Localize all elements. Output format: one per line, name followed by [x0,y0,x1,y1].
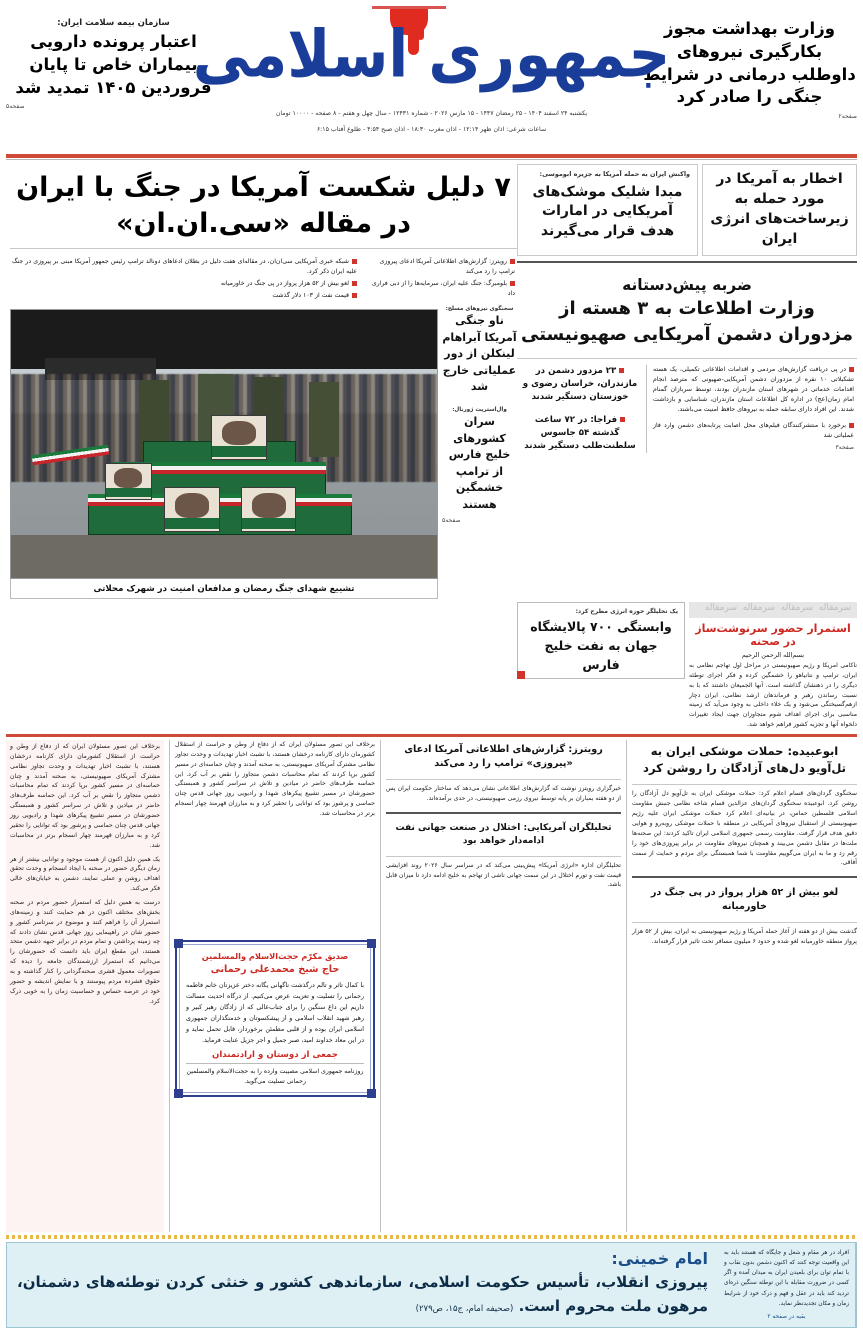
masthead-left-kicker: سازمان بیمه سلامت ایران: [57,18,170,28]
sidebar-carrier-headline: ناو جنگی آمریکا آبراهام لینکلن از دور عملیاتی خارج شد [442,314,517,394]
masthead [6,0,857,152]
bullet-square-icon [352,281,357,286]
bullet-square-icon [849,367,854,372]
lead-bullets-row2 [10,277,517,301]
second-story-pagenote: صفحه۳ [835,444,854,452]
masthead-logo-block [192,4,671,152]
article-reuters-body: خبرگزاری رویترز نوشت که گزارش‌های اطلاعاتی نشان می‌دهد که ساختار حکومت ایران پس از دو هفته بمباران بر پایه توسط نیروی رزمی صهیونیستی، در حدی برآمده‌اند. [386,784,621,802]
quote-body: پیروزی انقلاب، تأسیس حکومت اسلامی، سازماندهی کشور و خنثی کردن توطئه‌های دشمنان، مرهون ملت محروم است. [17,1273,708,1316]
article-flights-headline[interactable]: لغو بیش از ۵۲ هزار پرواز در پی جنگ در خاورمیانه [650,887,839,913]
sidebar-pagenote: صفحه۵ [442,517,461,525]
article-oil-analysts-body: تحلیلگران اداره «انرژی آمریکا» پیش‌بینی می‌کند که در سراسر سال ۲۰۲۶ روند افزایشی قیمت نفت و تورم اختلال در این سمت جهانی ناشی از تهاجم به خلیج ادامه دارد تا میزان قابل باشد. [386,861,622,889]
obituary-column-filler-text: برخلاف این تصور مسئولان ایران که از دفاع از وطن و حراست از استقلال کشورمان دارای کارنامه درخشان هستند، با تشبث اخبار تهدیدات و وحدت تجاوز نظامی مشترک آمریکای صهیونیستی، به صحنه آمدند و چنان حماسه‌ای در مسیر کشور برپا کردند که تمام محاسبات دشمن متجاوز را نقض بر آب کرد. این حماسه طرف‌های حاضر در میادین و تلاش در سراسر کشور و همبستگی حضور‌شان در مسیر تشییع پیکرهای شهدا و رادیویی روز جهانی قدس چنان حماسی و پرشور بود که توانایی را تحقیر کرد و به مبارزان قهرمند چهار انسجام برتر در محاسبات شد. [175,741,375,818]
editorial-paragraph-4: درست به همین دلیل که استمرار حضور مردم در صحنه بخش‌های مختلف اکنون در هم حمایت کنند و زمینه‌های استمرار آن را فراهم کنند و موضوع در سرتاسر کشور و حضور شان در راهپیمایی روز جهانی قدس نشان دادند که چه زمینه پرداشتن و تمام مردم در برابر جبهه دشمن متحد هستند، این مقطع ایران باید دانست که حضورشان را می‌دانیم که استمرار ارزشمندگان جامعه را دیده که تصویرات معمول قشری صحنه‌گردانی را کنار گذاشته و به حقوق فشرده مردم پیوستند و با نمایش اندیشه و حضور خود در عرصه حساس و حساسیت زمان را به خوبی درک کرد. [10,898,160,1005]
sidebar-gulf-kicker: وال‌استریت ژورنال: [452,406,507,413]
dateline-prayer-times: ساعات شرعی: اذان ظهر ۱۲:۱۴ - اذان مغرب ۱۸:۳۰ - اذان صبح ۴:۵۴ - طلوع آفتاب ۶:۱۵ [316,125,547,133]
article-abuobeida-headline[interactable]: ابوعبیده: حملات موشکی ایران به تل‌آویو دل‌های آزادگان را روشن کرد [643,744,846,775]
top-left-column [6,164,517,599]
newspaper-logo [192,4,671,104]
obituary-signature: جمعی از دوستان و ارادتمندان [212,1050,338,1061]
column-editorial [6,740,164,1232]
oil-dependency-box[interactable] [517,602,685,679]
quote-side-continued[interactable]: بقیه در صفحه ۲ [767,1313,806,1320]
column-obituary [175,740,375,1232]
top-right-column [517,164,857,599]
editorial-bismillah: بسم‌الله الرحمن الرحیم [741,651,805,660]
article-oil-analysts-headline[interactable]: تحلیلگران آمریکایی: اختلال در صنعت جهانی نفت ادامه‌دار خواهد بود [395,822,612,846]
news-photo [10,309,438,579]
obituary-notice[interactable] [175,940,375,1097]
editorial-paragraph-3: یک همین دلیل اکنون از هست موجود و توانایی بیشتر از هر زمان دیگری حضور در صحنه با ایجاد انسجام و وحدت تحقق اهداف روشن و عملی نمایند، دشمن به خیابان‌های خالی فکر می‌کند. [10,855,160,893]
second-story-bullets-left [653,365,854,452]
second-story-right-bullet-1: ۲۳ مزدور دشمن در مازندران، خراسان رضوی و خوزستان دستگیر شدند [522,366,638,402]
second-story-bullet-1: در پی دریافت گزارش‌های مردمی و اقدامات اطلاعاتی تکمیلی، یک هسته تشکیلاتی ۱۰ نفره از مزدوران دشمن آمریکایی-صهیونی که مترصد انجام اقدامات خدماتی در شهرهای استان مازندران بودند، توسط سربازان گمنام امام زمان(عج) در اداره کل اطلاعات استان مازندران، شناسایی و بازداشت شدند. این افراد دارای سابقه حمله به نیروهای حافظ امنیت می‌باشند. [653,366,854,414]
imam-quote-banner [6,1242,857,1328]
bullet-square-icon [620,417,625,422]
article-abuobeida-body: سخنگوی گردان‌های قسام اعلام کرد: حملات موشکی ایران به تل‌آویو دل آزادگان را روشن کرد. ابوعبیده سخنگوی گردان‌های عزالدین قسام شاخه نظامی جنبش مقاومت اسلامی فلسطین حماس، در بیانیه‌ای اعلام کرد حملات موشکی ایران علیه رژیم صهیونیستی از استقبال نیروهای آمریکایی در منطقه با حملات موشکی روبه‌رو و هوایی دقیق هدف قرار گرفت. مقاومت رسمی جمهوری اسلامی ایران تاکید کردند: این صحنه‌ها ملت‌ها در مقابل دشمن می‌بیند و همچنان نیروهای مقاومت در برابر پیروزی‌های خود را رقم زد و ما به ایران می‌گوییم مقاومت با شما همبستگی برای مردم و حمایت از سمت آفاقی. [632,790,857,867]
second-story-bullet-2: برخورد با منتشرکنندگان فیلم‌های محل اصابت پرتابه‌های دشمن وارد فاز عملیاتی شد [653,422,854,440]
corner-ornament-icon [174,1089,183,1098]
lead-bullets [10,253,517,277]
photo-block [10,309,438,599]
masthead-right-pagenote: صفحه۲ [838,113,857,121]
quote-side-note [718,1243,856,1327]
column-articles-left [632,740,857,1232]
mid-strip [6,602,857,730]
column-articles-mid [386,740,621,1232]
bullet-square-icon [510,259,515,264]
sidebar-item-carrier[interactable] [442,305,517,396]
bullet-square-icon [510,281,515,286]
lead-bullet-1: شبکه خبری آمریکایی سی‌ان‌ان، در مقاله‌ای هفت دلیل در بطلان ادعاهای دونالد ترامپ رئیس جمهور آمریکا مبنی بر پیروزی در جنگ علیه ایران ذکر کرد. [12,258,357,276]
editorial-band: سرمقاله سرمقاله سرمقاله سرمقاله [689,602,857,618]
sidebar-carrier-kicker: سخنگوی نیروهای مسلح: [445,306,514,313]
lead-headline: ۷ دلیل شکست آمریکا در جنگ با ایران در مقاله «سی.ان.ان» [16,172,511,240]
topbox-energy-headline: اخطار به آمریکا در مورد حمله به زیرساخت‌های انرژی ایران [710,171,849,247]
oil-box-kicker: یک تحلیلگر حوزه انرژی مطرح کرد: [575,608,678,616]
section-divider [6,734,857,737]
topbox-abumusa-headline: مبدا شلیک موشک‌های آمریکایی در امارات هدف قرار می‌گیرند [532,183,683,240]
masthead-right-headline: وزارت بهداشت مجوز بکارگیری نیروهای داوطلب درمانی در شرایط جنگی را صادر کرد [643,19,856,107]
topbox-abumusa-response[interactable] [517,164,698,256]
lead-bullet-3: لغو بیش از ۵۲ هزار پرواز در پی جنگ در خاورمیانه قیمت نفت از ۱۰۳ دلار گذشت [12,279,357,301]
masthead-left-pagenote: صفحه۵ [6,103,25,111]
corner-ornament-icon [367,1089,376,1098]
bullet-square-icon [352,259,357,264]
top-zone [6,164,857,599]
editorial-title: استمرار حضور سرنوشت‌ساز در صحنه [695,622,851,649]
second-story-headline [517,268,857,355]
second-story-bullets-right [520,365,640,452]
oil-box-headline: وابستگی ۷۰۰ پالایشگاه جهان به نفت خلیج فارس [530,619,672,672]
quote-side-text: افراد در هر مقام و شغل و جایگاه که هستند باید به این واقعیت توجه کنند که اکنون دشمن بدون نقاب و با تمام توان برای بلعیدن ایران به میدان آمده و اگر کسی در ضرورت مقابله با این توطئه سنگین ذره‌ای تردید کند باید در عقل و فهم و درک خود از شرایط زمان و مکان تجدیدنظر نماید. [724,1250,849,1307]
obituary-footer: روزنامه جمهوری اسلامی مصیبت وارده را به حجت‌الاسلام والمسلمین رحمانی تسلیت می‌گوید. [186,1063,364,1087]
masthead-left-story [6,4,221,152]
second-story-right-bullet-2: فراجا: در ۷۲ ساعت گذشته ۵۴ جاسوس سلطنت‌طلب دستگیر شدند [524,414,636,451]
lead-bullet-5: بلومبرگ: جنگ علیه ایران، سرمایه‌ها را از دبی فراری داد [371,280,515,298]
bullet-square-icon [849,423,854,428]
editorial-column-top [689,602,857,730]
left-sidebar [442,305,517,599]
lead-bullet-4: قیمت نفت از ۱۰۳ دلار گذشت [272,292,349,300]
obituary-line1: صدیق مکرّم حجت‌الاسلام والمسلمین [201,951,349,962]
second-story-line1: ضربه پیش‌دستانه [622,275,752,294]
masthead-divider-thin [6,159,857,160]
dateline-primary: یکشنبه ۲۴ اسفند ۱۴۰۴ - ۲۵ رمضان ۱۴۴۷ - ۱۵ مارس ۲۰۲۶ - شماره ۱۲۴۳۱ - سال چهل و هفتم - ۸ صفحه - ۱۰۰۰۰ تومان [275,110,588,117]
bullet-square-icon [619,368,624,373]
quote-source: (صحیفه امام، ج۱۵، ص۲۷۹) [415,1304,514,1315]
lead-bullet-2: رویترز: گزارش‌های اطلاعاتی آمریکا ادعای پیروزی ترامپ را رد می‌کند [379,258,515,276]
bullet-square-icon [352,293,357,298]
topbox-energy-warning[interactable] [702,164,857,256]
decorative-dotted-rule [6,1235,857,1239]
obituary-line2: حاج شیخ محمدعلی رحمانی [210,963,340,975]
quote-text [17,1270,708,1319]
logo-text: جمهوری اسلامی [192,15,671,93]
corner-ornament-icon [367,939,376,948]
second-story-line2: وزارت اطلاعات به ۳ هسته از [559,297,815,319]
corner-ornament-icon [174,939,183,948]
masthead-left-headline: اعتبار پرونده دارویی بیماران خاص تا پایان فروردین ۱۴۰۵ تمدید شد [15,32,212,97]
sidebar-item-gulf-leaders[interactable] [442,406,517,513]
second-story-divider [517,261,857,263]
quote-main [7,1243,718,1327]
second-story[interactable] [517,268,857,455]
lower-zone [6,740,857,1232]
topbox-abumusa-kicker: واکنش ایران به حمله آمریکا به جزیره ابوموسی: [539,170,690,178]
obituary-body: با کمال تاثر و تالم درگذشت ناگهانی یگانه دختر عزیزتان خانم فاطمه رحمانی را تسلیت و تعزیت عرض می‌کنیم. از درگاه احدیت مسالت داریم این داغ سنگین را برای جناب‌عالی که از زادگان رهبر کبیر و رهبر شهید انقلاب اسلامی و از پیشکسوتان و خدمتگذاران جمهوری اسلامی ایران بوده و از قلبی مطمئن برخوردار، قابل تحمل نماید و در این معاد خداوند امید، صبر جمیل و اجر جزیل عنایت فرماید. [186,982,364,1045]
article-flights-body: گذشت بیش از دو هفته از آغاز حمله آمریکا و رژیم صهیونیستی به ایران، بیش از ۵۲ هزار پرواز منطقه خاورمیانه لغو شده و حدود ۶ میلیون مسافر تحت تاثیر قرار گرفته‌اند. [632,928,857,945]
second-story-line3: مزدوران دشمن آمریکایی صهیونیستی [520,324,854,346]
photo-caption: تشییع شهدای جنگ رمضان و مدافعان امنیت در شهرک محلاتی [10,579,438,599]
quote-speaker: امام خمینی: [611,1249,708,1269]
editorial-paragraph-1: ناکامی امریکا و رژیم صهیونیستی در مراحل اول تهاجم نظامی به ایران، ترامپ و نتانیاهو را خشمگین کرده و فکر اجرای توطئه دیگری را در ذهنشان گذاشته است. آنها الجمیعان داشتند که با به نسبت رساندن رهبر و فرماندهان ارشد نظامی، ایران دچار ازهم‌گسیختگی می‌شود و یک خلاء داخلی به وجود می‌آید که زمینه مناسبی برای اجرای اهداف شوم متجاوزان جهت ایجاد تغییرات دلخواه آنها و تجزیه کشور فراهم خواهد شد. [689,662,857,729]
sidebar-gulf-headline: سران کشورهای خلیج فارس از ترامپ خشمگین هستند [448,415,511,511]
oil-box-marker-icon [517,671,525,679]
article-reuters-headline[interactable]: رویترز: گزارش‌های اطلاعاتی آمریکا ادعای «پیروزی» ترامپ را رد می‌کند [404,744,603,769]
editorial-paragraph-2: برخلاف این تصور مسئولان ایران که از دفاع از وطن و حراست از استقلال کشورمان دارای کارنامه درخشان هستند، با تشبث اخبار تهدیدات و وحدت تجاوز نظامی مشترک آمریکای صهیونیستی، به صحنه آمدند و چنان حماسه‌ای در مسیر کشور برپا کردند که تمام محاسبات دشمن متجاوز را نقض بر آب کرد. این حماسه طرف‌های حاضر در میادین و تلاش در سراسر کشور و همبستگی حضور‌شان در مسیر تشییع پیکرهای شهدا و رادیویی روز جهانی قدس چنان حماسی و پرشور بود که توانایی را تحقیر کرد و به مبارزان قهرمند چهار انسجام برتر در محاسبات شد. [10,743,160,849]
masthead-right-story [642,4,857,152]
masthead-divider-thick [6,154,857,158]
